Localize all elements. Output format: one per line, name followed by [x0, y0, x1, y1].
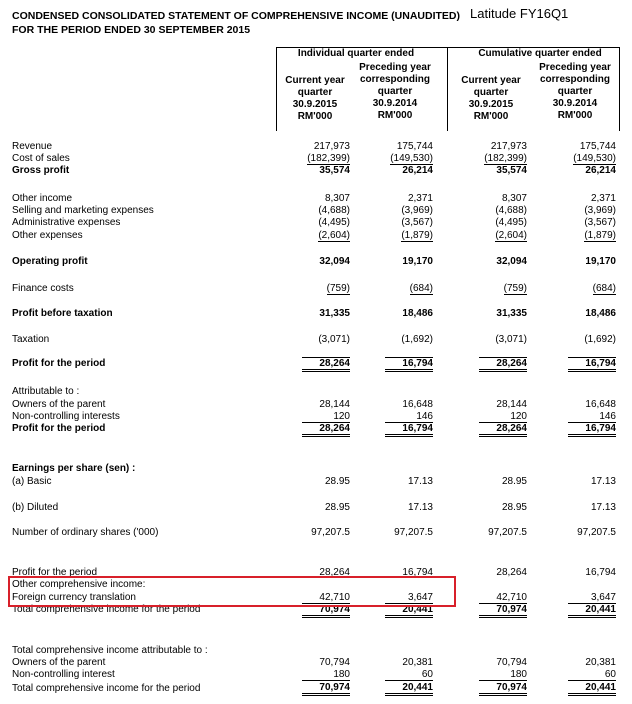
- row-label-finance-costs: Finance costs: [12, 283, 74, 294]
- cell: 180: [302, 669, 350, 681]
- cell: 70,974: [302, 682, 350, 696]
- column-header-current-quarter: Current year quarter 30.9.2015 RM'000: [285, 75, 345, 122]
- cell: 8,307: [501, 193, 527, 204]
- cell: (149,530): [390, 153, 433, 164]
- cell: (3,969): [584, 205, 616, 216]
- cell: 42,710: [479, 592, 527, 604]
- cell: 17.13: [407, 476, 433, 487]
- cell: 20,381: [402, 657, 433, 668]
- cell: 16,794: [568, 423, 616, 437]
- column-header-preceding-quarter: Preceding year corresponding quarter 30.9.2014 RM'000: [359, 62, 431, 121]
- row-label-owners-parent: Owners of the parent: [12, 399, 106, 410]
- cell: 28,264: [302, 357, 350, 372]
- cell: (3,071): [495, 334, 527, 345]
- cell: 20,441: [568, 604, 616, 618]
- cell: 70,974: [302, 604, 350, 618]
- cell: 120: [302, 411, 350, 423]
- column-divider-right: [619, 47, 620, 131]
- cell: 120: [479, 411, 527, 423]
- cell: (149,530): [573, 153, 616, 164]
- row-label-gross-profit: Gross profit: [12, 165, 70, 176]
- cell: 20,441: [385, 682, 433, 696]
- cell: 217,973: [313, 141, 350, 152]
- row-label-other-income: Other income: [12, 193, 73, 204]
- cell: (1,692): [584, 334, 616, 345]
- cell: (684): [409, 283, 433, 294]
- cell: 16,648: [402, 399, 433, 410]
- cell: 97,207.5: [394, 527, 433, 538]
- row-label-eps-diluted: (b) Diluted: [12, 502, 59, 513]
- cell: 28,264: [479, 423, 527, 437]
- cell: 28.95: [501, 476, 527, 487]
- cell: (2,604): [495, 230, 527, 241]
- row-label-taxation: Taxation: [12, 334, 50, 345]
- cell: 3,647: [385, 592, 433, 604]
- cell: 28.95: [324, 502, 350, 513]
- cell: (4,688): [495, 205, 527, 216]
- cell: 32,094: [496, 256, 527, 267]
- cell: 28.95: [501, 502, 527, 513]
- cell: 20,381: [585, 657, 616, 668]
- cell: 70,794: [319, 657, 350, 668]
- cell: 28,144: [319, 399, 350, 410]
- statement-title: CONDENSED CONSOLIDATED STATEMENT OF COMPREHENSIVE INCOME (UNAUDITED): [12, 10, 461, 22]
- group-header-cumulative: Cumulative quarter ended: [478, 48, 602, 59]
- column-header-current-cumulative: Current year quarter 30.9.2015 RM'000: [461, 75, 521, 122]
- cell: 17.13: [407, 502, 433, 513]
- cell: (182,399): [484, 153, 527, 164]
- table-top-rule: [277, 47, 620, 48]
- cell: 2,371: [590, 193, 616, 204]
- cell: (4,688): [318, 205, 350, 216]
- cell: 35,574: [319, 165, 350, 176]
- cell: 70,794: [496, 657, 527, 668]
- row-label-profit-before-tax: Profit before taxation: [12, 308, 113, 319]
- cell: 97,207.5: [311, 527, 350, 538]
- cell: 28,264: [302, 423, 350, 437]
- cell: 26,214: [585, 165, 616, 176]
- cell: 175,744: [396, 141, 433, 152]
- row-label-non-controlling: Non-controlling interests: [12, 411, 120, 422]
- cell: 16,794: [402, 567, 433, 578]
- row-label-selling-marketing: Selling and marketing expenses: [12, 205, 154, 216]
- cell: 146: [385, 411, 433, 423]
- cell: (1,879): [401, 230, 433, 241]
- cell: 17.13: [590, 476, 616, 487]
- row-label-profit-for-period-2: Profit for the period: [12, 423, 106, 434]
- cell: 18,486: [402, 308, 433, 319]
- row-label-other-comprehensive: Other comprehensive income:: [12, 579, 146, 590]
- row-label-eps-basic: (a) Basic: [12, 476, 52, 487]
- cell: 20,441: [385, 604, 433, 618]
- row-label-non-controlling-2: Non-controlling interest: [12, 669, 115, 680]
- column-header-preceding-cumulative: Preceding year corresponding quarter 30.9.2014 RM'000: [539, 62, 611, 121]
- row-label-total-attributable: Total comprehensive income attributable to :: [12, 645, 208, 656]
- cell: 35,574: [496, 165, 527, 176]
- row-label-foreign-currency: Foreign currency translation: [12, 592, 136, 603]
- cell: 31,335: [496, 308, 527, 319]
- row-label-other-expenses: Other expenses: [12, 230, 83, 241]
- highlight-box: [8, 576, 456, 607]
- cell: 19,170: [402, 256, 433, 267]
- cell: 16,794: [385, 357, 433, 372]
- cell: 175,744: [579, 141, 616, 152]
- cell: 97,207.5: [577, 527, 616, 538]
- cell: 28,264: [479, 357, 527, 372]
- cell: 17.13: [590, 502, 616, 513]
- cell: (1,692): [401, 334, 433, 345]
- cell: 16,794: [585, 567, 616, 578]
- cell: 26,214: [402, 165, 433, 176]
- cell: 16,794: [385, 423, 433, 437]
- column-divider-middle: [447, 47, 448, 131]
- cell: 146: [568, 411, 616, 423]
- row-label-revenue: Revenue: [12, 141, 53, 152]
- cell: (3,969): [401, 205, 433, 216]
- row-label-attributable-to: Attributable to :: [12, 386, 80, 397]
- cell: 18,486: [585, 308, 616, 319]
- brand-label: Latitude FY16Q1: [470, 6, 569, 21]
- row-label-cost-of-sales: Cost of sales: [12, 153, 70, 164]
- cell: 20,441: [568, 682, 616, 696]
- cell: (759): [503, 283, 527, 294]
- cell: 16,794: [568, 357, 616, 372]
- cell: 31,335: [319, 308, 350, 319]
- cell: 3,647: [568, 592, 616, 604]
- cell: 217,973: [490, 141, 527, 152]
- cell: (4,495): [318, 217, 350, 228]
- group-header-individual: Individual quarter ended: [297, 48, 415, 59]
- cell: 28,144: [496, 399, 527, 410]
- cell: (3,567): [584, 217, 616, 228]
- cell: (4,495): [495, 217, 527, 228]
- row-label-profit-for-period-3: Profit for the period: [12, 567, 98, 578]
- cell: (3,567): [401, 217, 433, 228]
- row-label-administrative: Administrative expenses: [12, 217, 121, 228]
- cell: 8,307: [324, 193, 350, 204]
- statement-subtitle: FOR THE PERIOD ENDED 30 SEPTEMBER 2015: [12, 24, 251, 36]
- row-label-owners-parent-2: Owners of the parent: [12, 657, 106, 668]
- cell: 28,264: [319, 567, 350, 578]
- row-label-total-comprehensive-2: Total comprehensive income for the period: [12, 683, 201, 694]
- cell: 2,371: [407, 193, 433, 204]
- cell: 28.95: [324, 476, 350, 487]
- row-label-ordinary-shares: Number of ordinary shares ('000): [12, 527, 159, 538]
- cell: (182,399): [307, 153, 350, 164]
- cell: 32,094: [319, 256, 350, 267]
- cell: 70,974: [479, 604, 527, 618]
- cell: (1,879): [584, 230, 616, 241]
- row-label-total-comprehensive: Total comprehensive income for the period: [12, 604, 201, 615]
- cell: (3,071): [318, 334, 350, 345]
- cell: 19,170: [585, 256, 616, 267]
- cell: 16,648: [585, 399, 616, 410]
- cell: 180: [479, 669, 527, 681]
- cell: 97,207.5: [488, 527, 527, 538]
- cell: (759): [326, 283, 350, 294]
- row-label-operating-profit: Operating profit: [12, 256, 88, 267]
- cell: (684): [592, 283, 616, 294]
- cell: 42,710: [302, 592, 350, 604]
- cell: 60: [385, 669, 433, 681]
- row-label-profit-for-period: Profit for the period: [12, 358, 106, 369]
- cell: (2,604): [318, 230, 350, 241]
- cell: 60: [568, 669, 616, 681]
- column-divider-left: [276, 47, 277, 131]
- cell: 28,264: [496, 567, 527, 578]
- cell: 70,974: [479, 682, 527, 696]
- row-label-eps: Earnings per share (sen) :: [12, 463, 136, 474]
